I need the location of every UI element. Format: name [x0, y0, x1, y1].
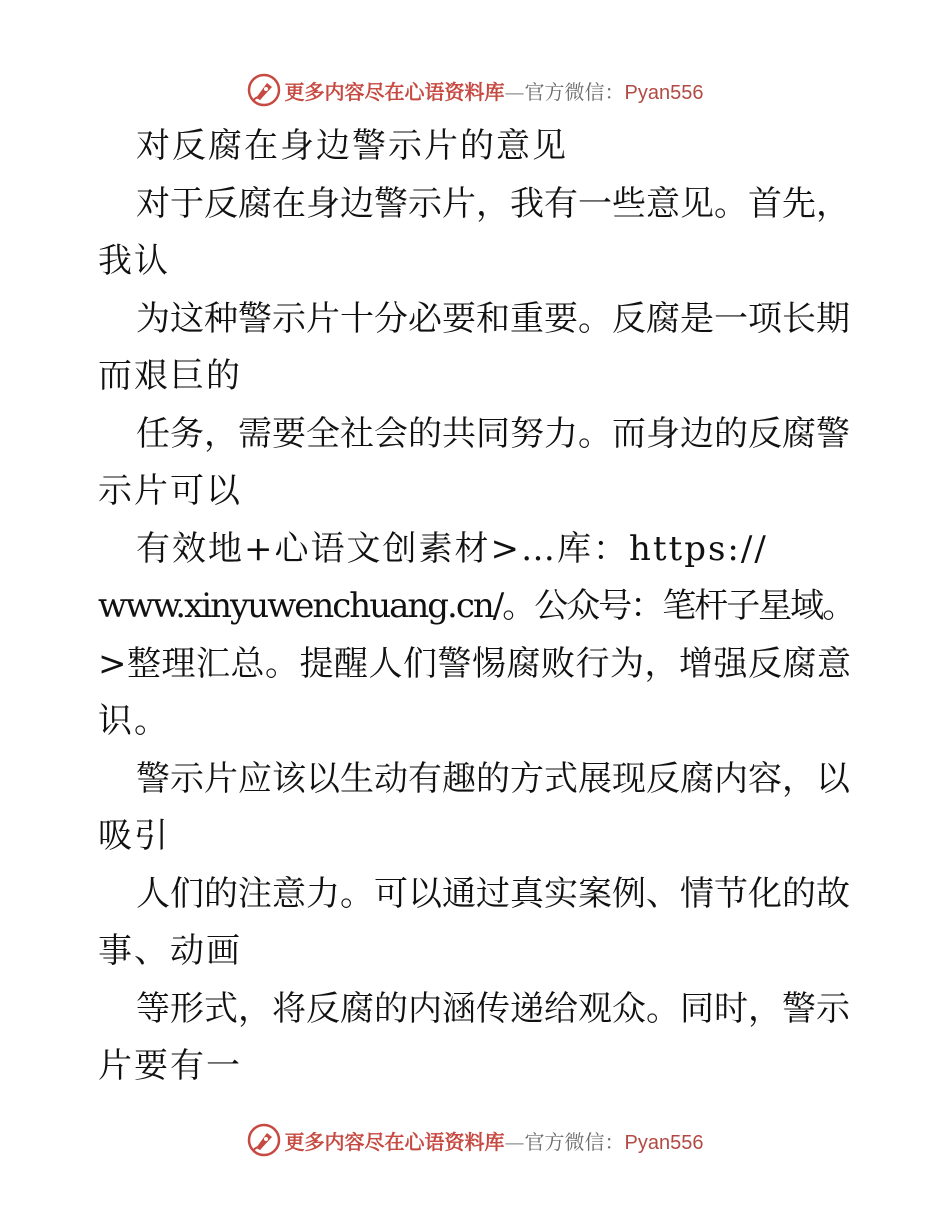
pen-nib-logo-icon: [247, 1123, 281, 1157]
paragraph-line: 吸引: [98, 816, 170, 856]
header-banner: [0, 70, 950, 110]
paragraph-line: 片要有一: [98, 1046, 242, 1086]
paragraph-line: www.xinyuwenchuang.cn/。公众号：笔杆子星域。: [98, 586, 855, 626]
document-title: 对反腐在身边警示片的意见: [136, 126, 568, 166]
header-banner-wechat-id: Pyan556: [624, 81, 704, 104]
paragraph-line: 对于反腐在身边警示片，我有一些意见。首先，: [136, 183, 850, 224]
paragraph-line: 人们的注意力。可以通过真实案例、情节化的故: [136, 873, 850, 914]
footer-banner: [0, 1120, 950, 1160]
header-banner-dash: —: [504, 79, 525, 104]
paragraph-line: 有效地+心语文创素材>…库：https://: [136, 528, 768, 569]
footer-banner-site: 更多内容尽在心语资料库: [284, 1129, 505, 1154]
footer-banner-text: [285, 1126, 704, 1155]
footer-banner-wechat-id: Pyan556: [624, 1131, 704, 1154]
paragraph-line: 事、动画: [98, 931, 242, 971]
paragraph-line: 识。: [98, 701, 170, 741]
paragraph-line: 为这种警示片十分必要和重要。反腐是一项长期: [136, 298, 850, 339]
paragraph-line: 我认: [98, 241, 170, 281]
paragraph-line: 而艰巨的: [98, 356, 242, 396]
header-banner-official-label: 官方微信：: [524, 79, 625, 104]
header-banner-text: [285, 76, 704, 105]
paragraph-line: >整理汇总。提醒人们警惕腐败行为，增强反腐意: [98, 643, 852, 684]
pen-nib-logo-icon: [247, 73, 281, 107]
footer-banner-official-label: 官方微信：: [524, 1129, 625, 1154]
paragraph-line: 任务，需要全社会的共同努力。而身边的反腐警: [136, 413, 850, 454]
paragraph-line: 等形式，将反腐的内涵传递给观众。同时，警示: [136, 988, 850, 1029]
footer-banner-dash: —: [504, 1129, 525, 1154]
paragraph-line: 警示片应该以生动有趣的方式展现反腐内容，以: [136, 758, 850, 799]
paragraph-line: 示片可以: [98, 471, 242, 511]
document-body: [98, 118, 858, 1096]
header-banner-site: 更多内容尽在心语资料库: [284, 79, 505, 104]
